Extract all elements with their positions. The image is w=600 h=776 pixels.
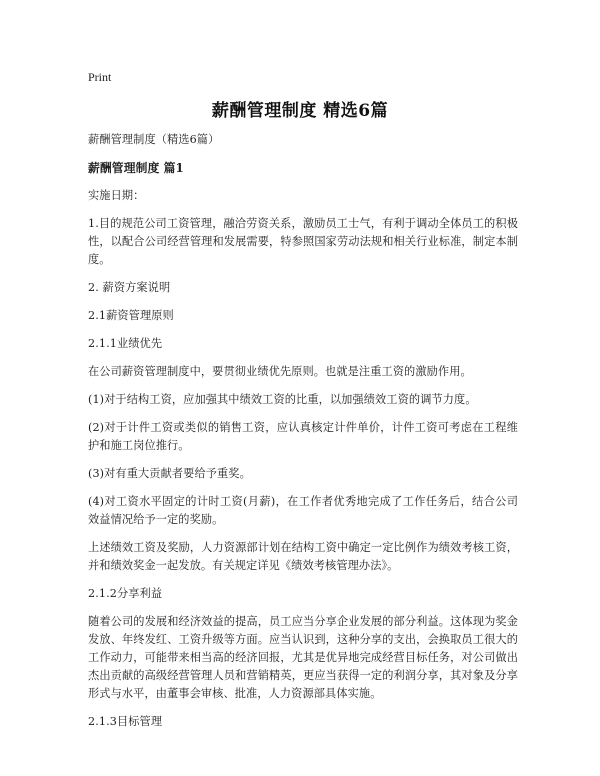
print-label[interactable]: Print: [88, 70, 112, 84]
paragraph: (3)对有重大贡献者要给予重奖。: [88, 467, 251, 480]
document-title: 薪酬管理制度 精选6篇: [211, 101, 389, 121]
section-heading: 薪酬管理制度 篇1: [88, 161, 184, 175]
paragraph: (1)对于结构工资，应加强其中绩效工资的比重，以加强绩效工资的调节力度。: [88, 393, 477, 406]
paragraph: 实施日期：: [88, 189, 145, 202]
paragraph: 随着公司的发展和经济效益的提高，员工应当分享企业发展的部分利益。这体现为奖金发放、年终发红、工资升级等方面。应当认识到，这种分享的支出，会换取员工很大的工作动力，可能带来相当高的经济回报，尤其是优异地完成经营目标任务，对公司做出杰出贡献的高级经营管理人员和营销精英，更应当获得一定的利润分享，其对象及分享形式与水平，由董事会审核、批准，人力资源部具体实施。: [88, 615, 518, 700]
paragraph-subtitle: 薪酬管理制度（精选6篇）: [88, 133, 220, 146]
paragraph: 2.1.2分享利益: [88, 587, 163, 600]
document-body: [88, 131, 518, 741]
paragraph: 2. 薪资方案说明: [88, 281, 171, 294]
paragraph: (2)对于计件工资或类似的销售工资，应认真核定计件单价，计件工资可考虑在工程维护和施工岗位推行。: [88, 421, 518, 452]
paragraph: 1.目的规范公司工资管理，融洽劳资关系，激励员工士气，有利于调动全体员工的积极性，以配合公司经营管理和发展需要，特参照国家劳动法规和相关行业标准，制定本制度。: [88, 217, 518, 266]
paragraph: 2.1.1业绩优先: [88, 337, 163, 350]
paragraph: 上述绩效工资及奖励，人力资源部计划在结构工资中确定一定比例作为绩效考核工资，并和绩效奖金一起发放。有关规定详见《绩效考核管理办法》。: [88, 541, 518, 572]
paragraph: 2.1薪资管理原则: [88, 309, 174, 322]
paragraph: 2.1.3目标管理: [88, 715, 163, 728]
paragraph: (4)对工资水平固定的计时工资(月薪)，在工作者优秀地完成了工作任务后，结合公司效益情况给予一定的奖励。: [88, 495, 518, 526]
paragraph: 在公司薪资管理制度中，要贯彻业绩优先原则。也就是注重工资的激励作用。: [88, 365, 472, 378]
